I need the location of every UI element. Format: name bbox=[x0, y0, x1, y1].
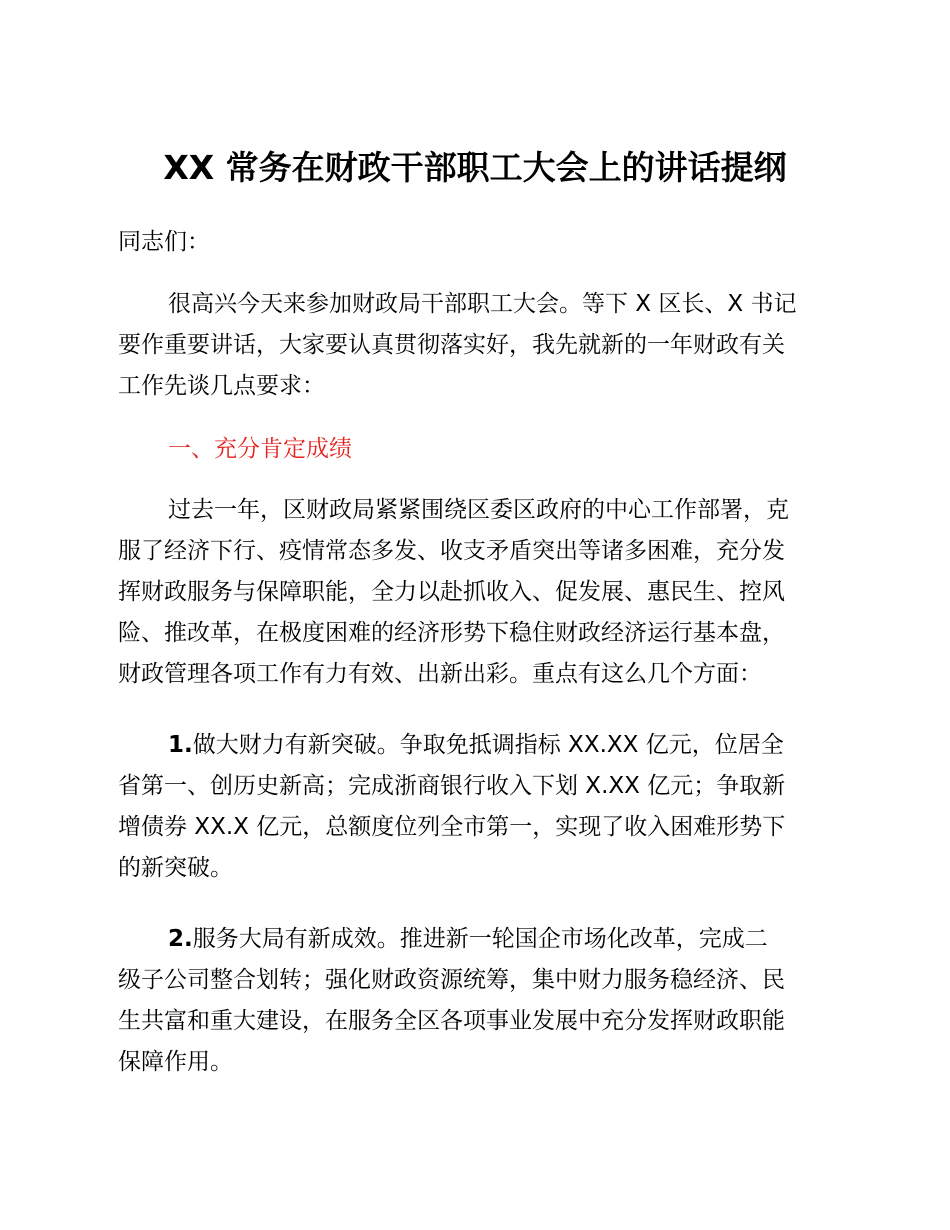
section-heading-text: 一、充分肯定成绩 bbox=[168, 436, 352, 462]
item-number: 1. bbox=[168, 732, 193, 758]
item-number: 2. bbox=[168, 926, 193, 952]
intro-paragraph bbox=[118, 284, 838, 407]
item-1-paragraph bbox=[118, 725, 838, 889]
paragraph-line: 很高兴今天来参加财政局干部职工大会。等下 X 区长、X 书记 bbox=[168, 291, 797, 317]
paragraph-line: 级子公司整合划转；强化财政资源统筹，集中财力服务稳经济、民 bbox=[118, 967, 785, 993]
salutation-text: 同志们： bbox=[118, 229, 210, 255]
paragraph-line: 服了经济下行、疫情常态多发、收支矛盾突出等诸多困难，充分发 bbox=[118, 538, 785, 564]
paragraph-line: 省第一、创历史新高；完成浙商银行收入下划 X.XX 亿元；争取新 bbox=[118, 773, 786, 799]
paragraph-line: 工作先谈几点要求： bbox=[118, 373, 325, 399]
paragraph-line: 险、推改革，在极度困难的经济形势下稳住财政经济运行基本盘， bbox=[118, 620, 785, 646]
achievements-paragraph bbox=[118, 490, 838, 695]
paragraph-line: 生共富和重大建设，在服务全区各项事业发展中充分发挥财政职能 bbox=[118, 1008, 785, 1034]
item-text: 服务大局有新成效。推进新一轮国企市场化改革，完成二 bbox=[192, 926, 768, 952]
paragraph-line: 过去一年，区财政局紧紧围绕区委区政府的中心工作部署，克 bbox=[168, 497, 789, 523]
paragraph-line bbox=[118, 725, 838, 766]
item-text: 做大财力有新突破。争取免抵调指标 XX.XX 亿元，位居全 bbox=[192, 732, 784, 758]
paragraph-line bbox=[118, 919, 838, 960]
document-title: XX 常务在财政干部职工大会上的讲话提纲 bbox=[163, 148, 787, 187]
paragraph-line: 挥财政服务与保障职能，全力以赴抓收入、促发展、惠民生、控风 bbox=[118, 579, 785, 605]
paragraph-line: 的新突破。 bbox=[118, 855, 233, 881]
paragraph-line: 增债券 XX.X 亿元，总额度位列全市第一，实现了收入困难形势下 bbox=[118, 814, 786, 840]
paragraph-line: 要作重要讲话，大家要认真贯彻落实好，我先就新的一年财政有关 bbox=[118, 332, 785, 358]
paragraph-line: 财政管理各项工作有力有效、出新出彩。重点有这么几个方面： bbox=[118, 661, 762, 687]
section-heading bbox=[118, 429, 838, 470]
item-2-paragraph bbox=[118, 919, 838, 1083]
paragraph-line: 保障作用。 bbox=[118, 1049, 233, 1075]
salutation bbox=[118, 222, 838, 263]
